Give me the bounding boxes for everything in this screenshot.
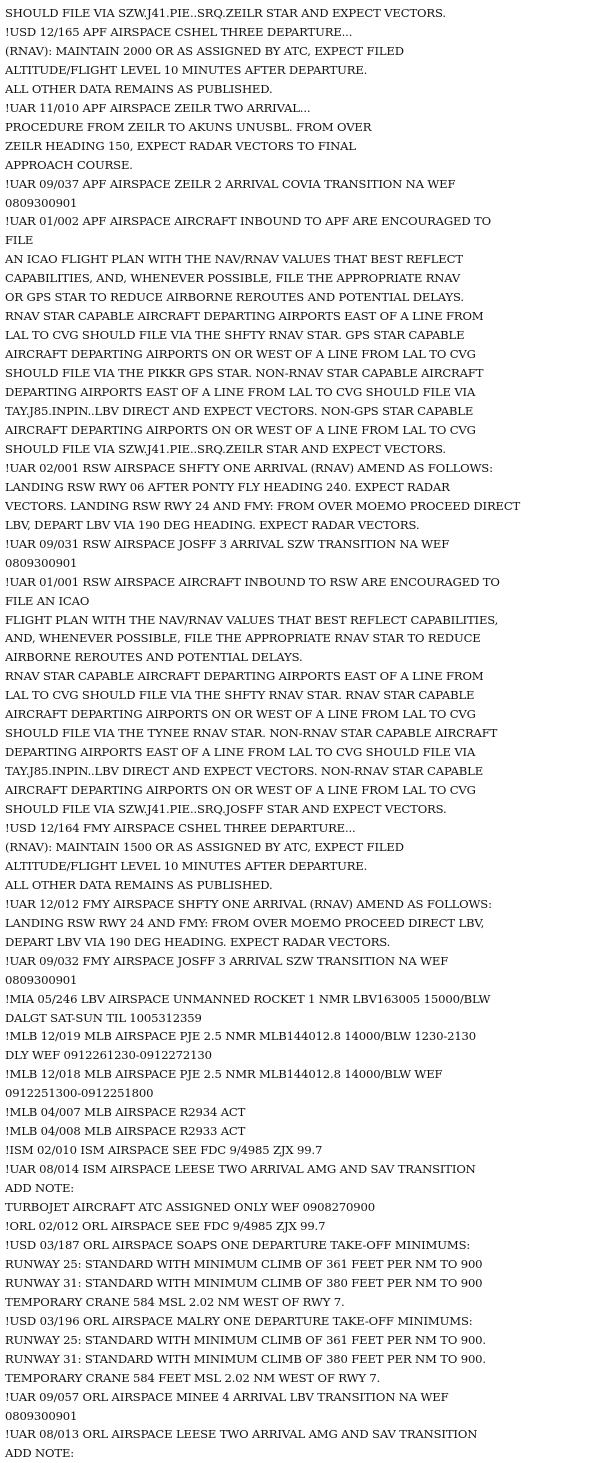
- text-line: APPROACH COURSE.: [5, 157, 133, 172]
- text-line: (RNAV): MAINTAIN 1500 OR AS ASSIGNED BY ATC, EXPECT FILED: [5, 839, 404, 854]
- text-line: LAL TO CVG SHOULD FILE VIA THE SHFTY RNAV STAR. GPS STAR CAPABLE: [5, 328, 465, 343]
- text-line: AIRCRAFT DEPARTING AIRPORTS ON OR WEST OF A LINE FROM LAL TO CVG: [5, 422, 476, 437]
- text-line: !USD 03/196 ORL AIRSPACE MALRY ONE DEPARTURE TAKE-OFF MINIMUMS:: [5, 1313, 473, 1328]
- text-line: TEMPORARY CRANE 584 MSL 2.02 NM WEST OF RWY 7.: [5, 1294, 345, 1309]
- text-line: LANDING RSW RWY 24 AND FMY: FROM OVER MOEMO PROCEED DIRECT LBV,: [5, 915, 485, 930]
- text-line: !UAR 09/037 APF AIRSPACE ZEILR 2 ARRIVAL COVIA TRANSITION NA WEF: [5, 176, 456, 191]
- text-line: RUNWAY 31: STANDARD WITH MINIMUM CLIMB OF 380 FEET PER NM TO 900: [5, 1275, 483, 1290]
- text-line: SHOULD FILE VIA THE PIKKR GPS STAR. NON-RNAV STAR CAPABLE AIRCRAFT: [5, 366, 484, 381]
- text-line: DALGT SAT-SUN TIL 1005312359: [5, 1010, 202, 1025]
- text-line: DEPART LBV VIA 190 DEG HEADING. EXPECT RADAR VECTORS.: [5, 934, 391, 949]
- text-line: DEPARTING AIRPORTS EAST OF A LINE FROM LAL TO CVG SHOULD FILE VIA: [5, 745, 476, 760]
- text-line: !UAR 09/057 ORL AIRSPACE MINEE 4 ARRIVAL LBV TRANSITION NA WEF: [5, 1389, 449, 1404]
- text-line: !ORL 02/012 ORL AIRSPACE SEE FDC 9/4985 ZJX 99.7: [5, 1219, 326, 1233]
- text-line: SHOULD FILE VIA SZW.J41.PIE..SRQ.ZEILR STAR AND EXPECT VECTORS.: [5, 6, 446, 20]
- text-line: ADD NOTE:: [5, 1181, 75, 1196]
- text-line: RUNWAY 31: STANDARD WITH MINIMUM CLIMB OF 380 FEET PER NM TO 900.: [5, 1351, 486, 1366]
- text-line: AND, WHENEVER POSSIBLE, FILE THE APPROPRIATE RNAV STAR TO REDUCE: [5, 631, 481, 646]
- text-line: CAPABILITIES, AND, WHENEVER POSSIBLE, FILE THE APPROPRIATE RNAV: [5, 271, 461, 286]
- text-line: FILE: [5, 233, 34, 248]
- text-line: FILE AN ICAO: [5, 593, 90, 608]
- text-line: TURBOJET AIRCRAFT ATC ASSIGNED ONLY WEF 0908270900: [5, 1200, 375, 1215]
- text-line: VECTORS. LANDING RSW RWY 24 AND FMY: FROM OVER MOEMO PROCEED DIRECT: [5, 498, 521, 513]
- text-line: LAL TO CVG SHOULD FILE VIA THE SHFTY RNAV STAR. RNAV STAR CAPABLE: [5, 688, 475, 703]
- text-line: DEPARTING AIRPORTS EAST OF A LINE FROM LAL TO CVG SHOULD FILE VIA: [5, 385, 476, 400]
- text-line: AIRCRAFT DEPARTING AIRPORTS ON OR WEST OF A LINE FROM LAL TO CVG: [5, 707, 476, 722]
- text-line: TEMPORARY CRANE 584 FEET MSL 2.02 NM WEST OF RWY 7.: [5, 1370, 381, 1385]
- text-line: 0809300901: [5, 1408, 78, 1423]
- text-line: !MLB 04/008 MLB AIRSPACE R2933 ACT: [5, 1124, 246, 1139]
- text-line: !UAR 01/001 RSW AIRSPACE AIRCRAFT INBOUND TO RSW ARE ENCOURAGED TO: [5, 574, 500, 589]
- text-line: RNAV STAR CAPABLE AIRCRAFT DEPARTING AIRPORTS EAST OF A LINE FROM: [5, 309, 484, 324]
- text-line: RNAV STAR CAPABLE AIRCRAFT DEPARTING AIRPORTS EAST OF A LINE FROM: [5, 669, 484, 684]
- text-line: !UAR 08/014 ISM AIRSPACE LEESE TWO ARRIVAL AMG AND SAV TRANSITION: [5, 1162, 476, 1177]
- text-line: !MLB 12/019 MLB AIRSPACE PJE 2.5 NMR MLB144012.8 14000/BLW 1230-2130: [5, 1029, 477, 1044]
- text-line: TAY.J85.INPIN..LBV DIRECT AND EXPECT VECTORS. NON-RNAV STAR CAPABLE: [5, 764, 484, 779]
- text-line: !UAR 11/010 APF AIRSPACE ZEILR TWO ARRIVAL...: [5, 100, 311, 115]
- text-line: !UAR 02/001 RSW AIRSPACE SHFTY ONE ARRIVAL (RNAV) AMEND AS FOLLOWS:: [5, 460, 493, 475]
- text-line: DLY WEF 0912261230-0912272130: [5, 1048, 212, 1063]
- text-line: AN ICAO FLIGHT PLAN WITH THE NAV/RNAV VALUES THAT BEST REFLECT: [5, 252, 463, 267]
- text-line: !UAR 09/032 FMY AIRSPACE JOSFF 3 ARRIVAL SZW TRANSITION NA WEF: [5, 953, 449, 968]
- text-line: AIRCRAFT DEPARTING AIRPORTS ON OR WEST OF A LINE FROM LAL TO CVG: [5, 347, 476, 362]
- text-line: SHOULD FILE VIA SZW.J41.PIE..SRQ.ZEILR STAR AND EXPECT VECTORS.: [5, 441, 446, 456]
- text-line: ALTITUDE/FLIGHT LEVEL 10 MINUTES AFTER DEPARTURE.: [5, 62, 368, 77]
- text-line: ALL OTHER DATA REMAINS AS PUBLISHED.: [5, 81, 273, 96]
- text-line: ALL OTHER DATA REMAINS AS PUBLISHED.: [5, 877, 273, 892]
- text-line: ALTITUDE/FLIGHT LEVEL 10 MINUTES AFTER DEPARTURE.: [5, 858, 368, 873]
- text-line: !MLB 12/018 MLB AIRSPACE PJE 2.5 NMR MLB144012.8 14000/BLW WEF: [5, 1067, 443, 1082]
- text-line: SHOULD FILE VIA SZW.J41.PIE..SRQ.JOSFF STAR AND EXPECT VECTORS.: [5, 802, 447, 817]
- text-line: PROCEDURE FROM ZEILR TO AKUNS UNUSBL. FROM OVER: [5, 119, 372, 134]
- text-line: AIRBORNE REROUTES AND POTENTIAL DELAYS.: [5, 650, 303, 665]
- text-line: RUNWAY 25: STANDARD WITH MINIMUM CLIMB OF 361 FEET PER NM TO 900: [5, 1256, 483, 1271]
- text-line: !ISM 02/010 ISM AIRSPACE SEE FDC 9/4985 ZJX 99.7: [5, 1143, 323, 1158]
- text-line: !UAR 09/031 RSW AIRSPACE JOSFF 3 ARRIVAL SZW TRANSITION NA WEF: [5, 536, 450, 551]
- text-line: !USD 12/165 APF AIRSPACE CSHEL THREE DEPARTURE...: [5, 24, 353, 39]
- text-line: !MLB 04/007 MLB AIRSPACE R2934 ACT: [5, 1105, 246, 1120]
- text-line: ZEILR HEADING 150, EXPECT RADAR VECTORS TO FINAL: [5, 138, 356, 153]
- text-line: 0809300901: [5, 555, 78, 570]
- text-line: TAY.J85.INPIN..LBV DIRECT AND EXPECT VECTORS. NON-GPS STAR CAPABLE: [5, 404, 474, 419]
- text-line: FLIGHT PLAN WITH THE NAV/RNAV VALUES THAT BEST REFLECT CAPABILITIES,: [5, 612, 499, 627]
- text-line: ADD NOTE:: [5, 1446, 75, 1461]
- text-line: AIRCRAFT DEPARTING AIRPORTS ON OR WEST OF A LINE FROM LAL TO CVG: [5, 783, 476, 798]
- text-line: SHOULD FILE VIA THE TYNEE RNAV STAR. NON-RNAV STAR CAPABLE AIRCRAFT: [5, 726, 498, 741]
- text-line: 0809300901: [5, 195, 78, 210]
- text-line: RUNWAY 25: STANDARD WITH MINIMUM CLIMB OF 361 FEET PER NM TO 900.: [5, 1332, 486, 1347]
- text-line: !UAR 08/013 ORL AIRSPACE LEESE TWO ARRIVAL AMG AND SAV TRANSITION: [5, 1427, 478, 1442]
- text-line: 0809300901: [5, 972, 78, 987]
- text-line: !USD 03/187 ORL AIRSPACE SOAPS ONE DEPARTURE TAKE-OFF MINIMUMS:: [5, 1237, 471, 1252]
- text-line: LBV, DEPART LBV VIA 190 DEG HEADING. EXPECT RADAR VECTORS.: [5, 517, 420, 532]
- text-line: !MIA 05/246 LBV AIRSPACE UNMANNED ROCKET 1 NMR LBV163005 15000/BLW: [5, 991, 491, 1006]
- text-line: 0912251300-0912251800: [5, 1086, 154, 1101]
- text-line: !USD 12/164 FMY AIRSPACE CSHEL THREE DEPARTURE...: [5, 820, 356, 835]
- text-line: (RNAV): MAINTAIN 2000 OR AS ASSIGNED BY ATC, EXPECT FILED: [5, 43, 404, 58]
- text-line: OR GPS STAR TO REDUCE AIRBORNE REROUTES AND POTENTIAL DELAYS.: [5, 290, 464, 305]
- text-line: !UAR 12/012 FMY AIRSPACE SHFTY ONE ARRIVAL (RNAV) AMEND AS FOLLOWS:: [5, 896, 492, 911]
- text-line: LANDING RSW RWY 06 AFTER PONTY FLY HEADING 240. EXPECT RADAR: [5, 479, 450, 494]
- text-line: !UAR 01/002 APF AIRSPACE AIRCRAFT INBOUND TO APF ARE ENCOURAGED TO: [5, 214, 491, 229]
